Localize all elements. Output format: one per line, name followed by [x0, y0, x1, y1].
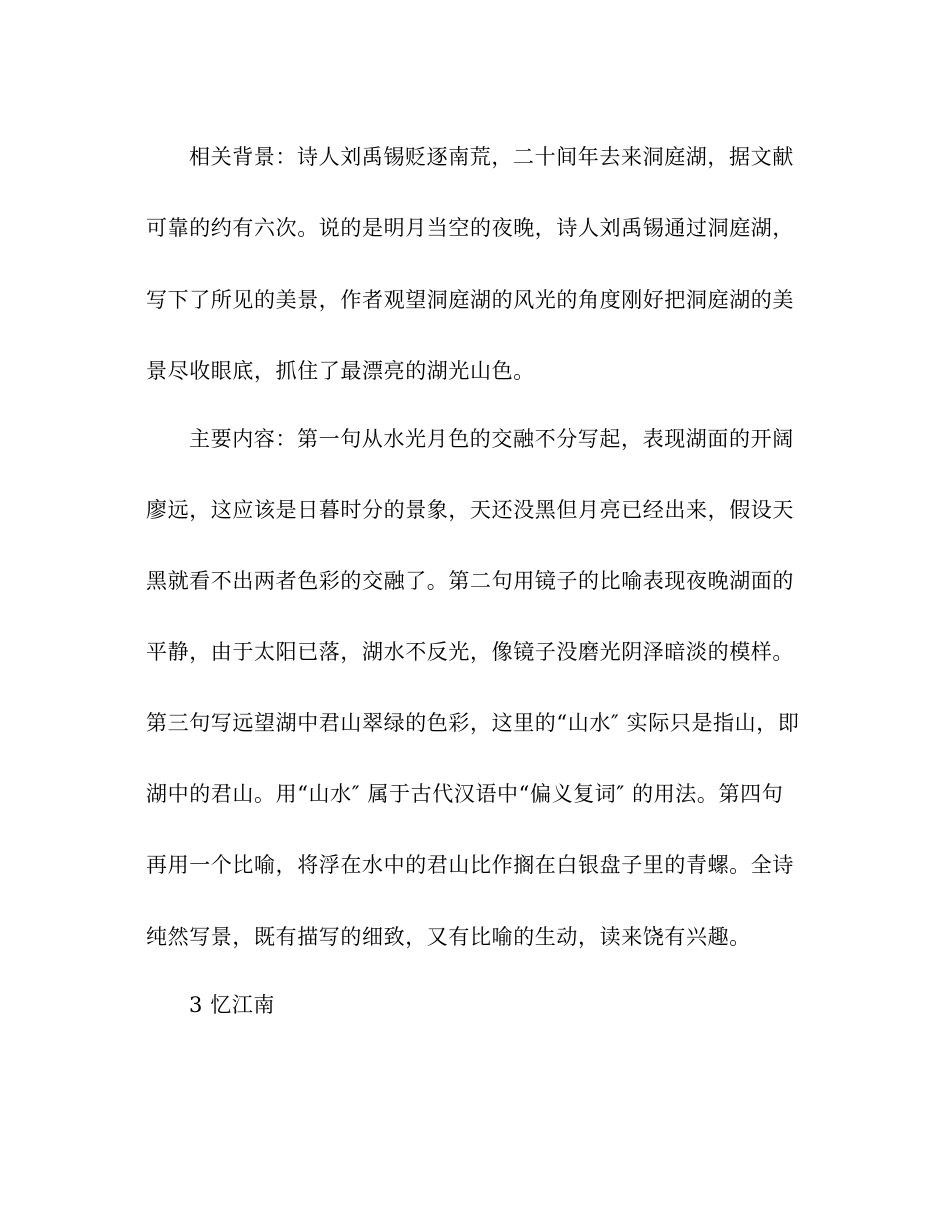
content-paragraph-line-6: 湖中的君山。用“山水″ 属于古代汉语中“偏义复词″ 的用法。第四句 — [146, 782, 784, 806]
background-paragraph-line-3: 写下了所见的美景，作者观望洞庭湖的风光的角度刚好把洞庭湖的美 — [146, 288, 794, 312]
content-paragraph-line-1: 主要内容：第一句从水光月色的交融不分写起，表现湖面的开阔 — [189, 427, 794, 451]
background-paragraph-line-2: 可靠的约有六次。说的是明月当空的夜晚，诗人刘禹锡通过洞庭湖， — [146, 216, 794, 240]
background-paragraph-line-4: 景尽收眼底，抓住了最漂亮的湖光山色。 — [146, 359, 535, 383]
background-paragraph-line-1: 相关背景：诗人刘禹锡贬逐南荒，二十间年去来洞庭湖，据文献 — [189, 145, 794, 169]
content-paragraph-line-7: 再用一个比喻，将浮在水中的君山比作搁在白银盘子里的青螺。全诗 — [146, 853, 794, 877]
content-paragraph-line-2: 廖远，这应该是日暮时分的景象，天还没黑但月亮已经出来，假设天 — [146, 498, 794, 522]
content-paragraph-line-4: 平静，由于太阳已落，湖水不反光，像镜子没磨光阴泽暗淡的模样。 — [146, 640, 794, 664]
content-paragraph-line-3: 黑就看不出两者色彩的交融了。第二句用镜子的比喻表现夜晚湖面的 — [146, 569, 794, 593]
section-heading: 3 忆江南 — [189, 993, 276, 1017]
content-paragraph-line-5: 第三句写远望湖中君山翠绿的色彩，这里的“山水″ 实际只是指山，即 — [146, 711, 800, 735]
content-paragraph-line-8: 纯然写景，既有描写的细致，又有比喻的生动，读来饶有兴趣。 — [146, 925, 751, 949]
